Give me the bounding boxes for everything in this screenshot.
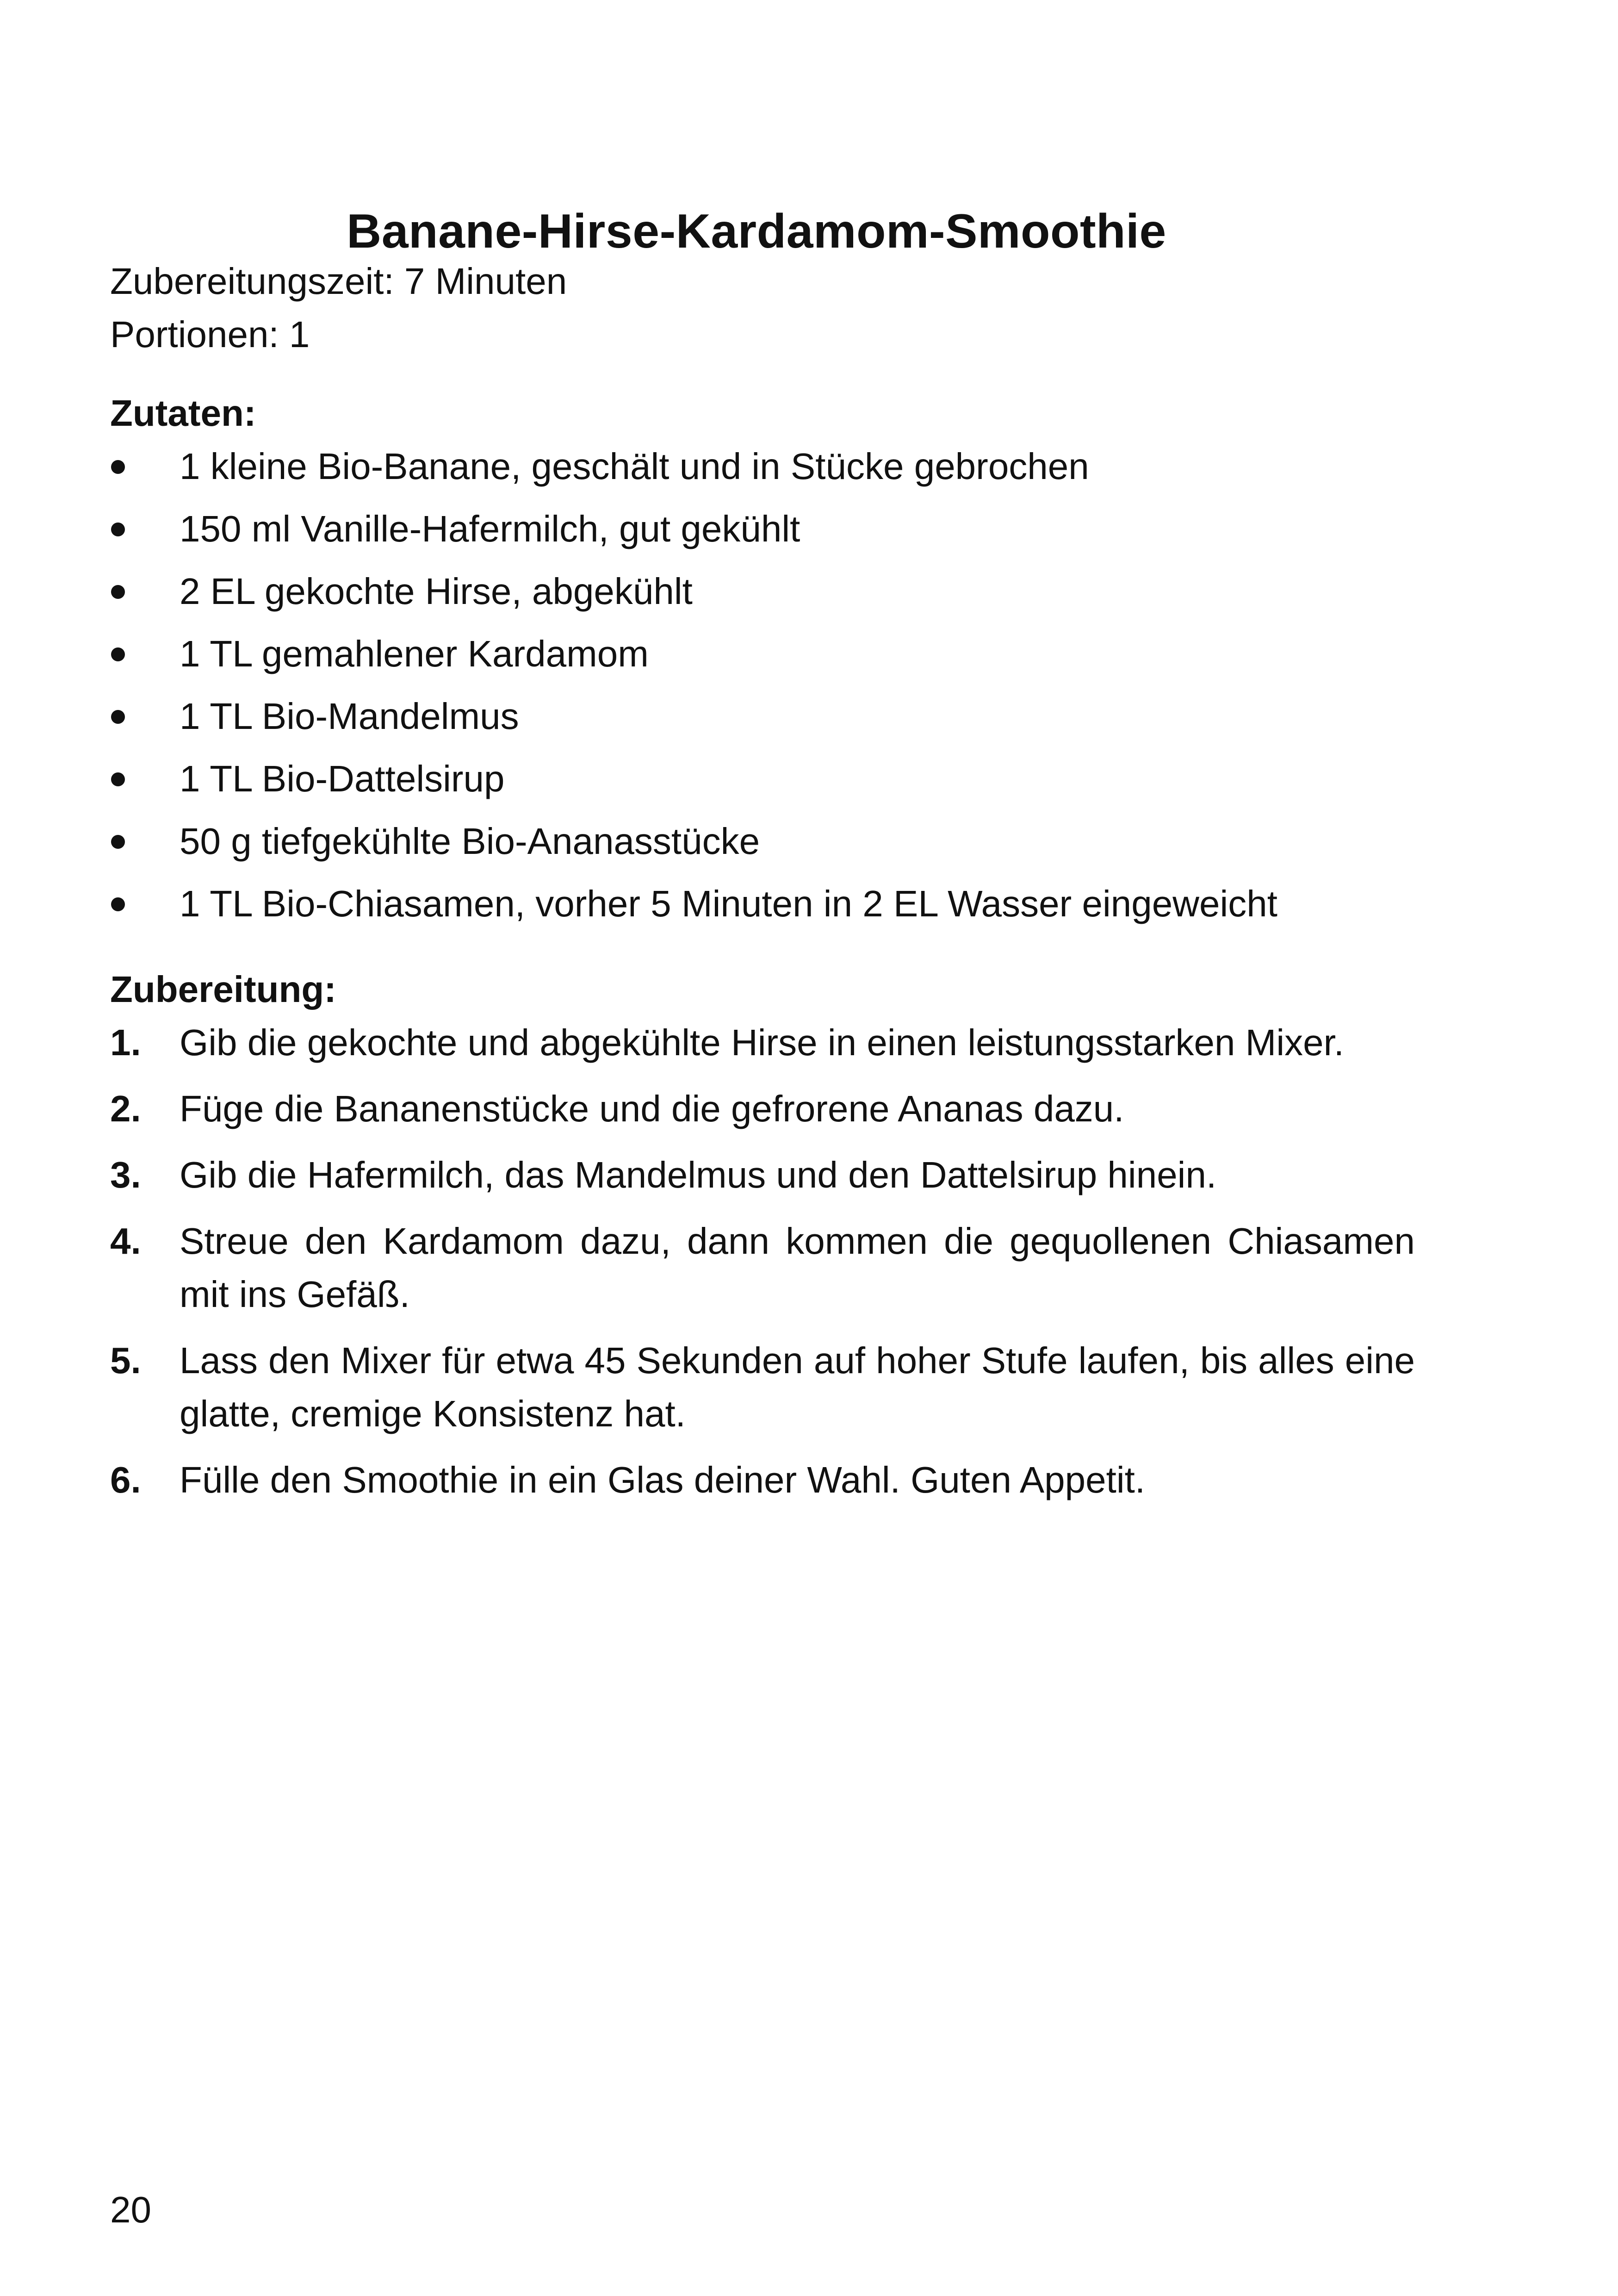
step-text: Gib die Hafermilch, das Mandelmus und den Dattelsirup hinein. (180, 1154, 1217, 1195)
step-text: Füge die Bananenstücke und die gefrorene Ananas dazu. (180, 1088, 1124, 1129)
step-number: 3. (110, 1154, 141, 1195)
bullet-icon (111, 835, 125, 849)
step-item (110, 1334, 1415, 1440)
prep-time: Zubereitungszeit: 7 Minuten (110, 261, 567, 302)
step-text: Gib die gekochte und abgekühlte Hirse in einen leistungsstarken Mixer. (180, 1022, 1345, 1063)
ingredient-text: 150 ml Vanille-Hafermilch, gut gekühlt (180, 508, 800, 549)
step-text: Fülle den Smoothie in ein Glas deiner Wahl. Guten Appetit. (180, 1459, 1146, 1500)
step-number: 1. (110, 1022, 141, 1063)
step-item (110, 1453, 1415, 1506)
ingredients-heading: Zutaten: (110, 392, 256, 434)
ingredient-text: 1 TL gemahlener Kardamom (180, 633, 649, 674)
bullet-icon (111, 460, 125, 474)
page-number: 20 (110, 2189, 151, 2230)
ingredient-text: 1 TL Bio-Dattelsirup (180, 758, 505, 799)
bullet-icon (111, 897, 125, 911)
step-text: Lass den Mixer für etwa 45 Sekunden auf hoher Stufe laufen, bis alles eine glatte, cremige Konsistenz hat. (180, 1340, 1415, 1434)
step-number: 6. (110, 1459, 141, 1500)
servings: Portionen: 1 (110, 314, 310, 355)
step-number: 5. (110, 1340, 141, 1381)
ingredient-item (110, 815, 1415, 868)
steps-list (110, 1016, 1415, 1506)
ingredient-item (110, 752, 1415, 805)
ingredient-item (110, 440, 1415, 493)
ingredient-text: 1 TL Bio-Chiasamen, vorher 5 Minuten in 2 EL Wasser eingeweicht (180, 883, 1278, 924)
ingredient-item (110, 502, 1415, 555)
ingredient-item (110, 690, 1415, 743)
ingredient-item (110, 877, 1415, 930)
step-item (110, 1016, 1415, 1069)
ingredient-item (110, 565, 1415, 618)
ingredient-item (110, 627, 1415, 680)
steps-heading: Zubereitung: (110, 969, 336, 1010)
step-text: Streue den Kardamom dazu, dann kommen die gequollenen Chiasamen mit ins Gefäß. (180, 1220, 1415, 1315)
bullet-icon (111, 772, 125, 786)
step-item (110, 1214, 1415, 1321)
step-item (110, 1082, 1415, 1135)
recipe-title: Banane-Hirse-Kardamom-Smoothie (347, 204, 1166, 258)
bullet-icon (111, 710, 125, 724)
bullet-icon (111, 523, 125, 536)
ingredient-text: 2 EL gekochte Hirse, abgekühlt (180, 571, 693, 612)
step-item (110, 1148, 1415, 1201)
recipe-content (110, 255, 1415, 1519)
bullet-icon (111, 585, 125, 599)
bullet-icon (111, 647, 125, 661)
step-number: 4. (110, 1220, 141, 1262)
step-number: 2. (110, 1088, 141, 1129)
ingredient-text: 50 g tiefgekühlte Bio-Ananasstücke (180, 821, 760, 862)
ingredient-text: 1 kleine Bio-Banane, geschält und in Stücke gebrochen (180, 446, 1089, 487)
ingredient-text: 1 TL Bio-Mandelmus (180, 696, 519, 737)
ingredients-list (110, 440, 1415, 930)
